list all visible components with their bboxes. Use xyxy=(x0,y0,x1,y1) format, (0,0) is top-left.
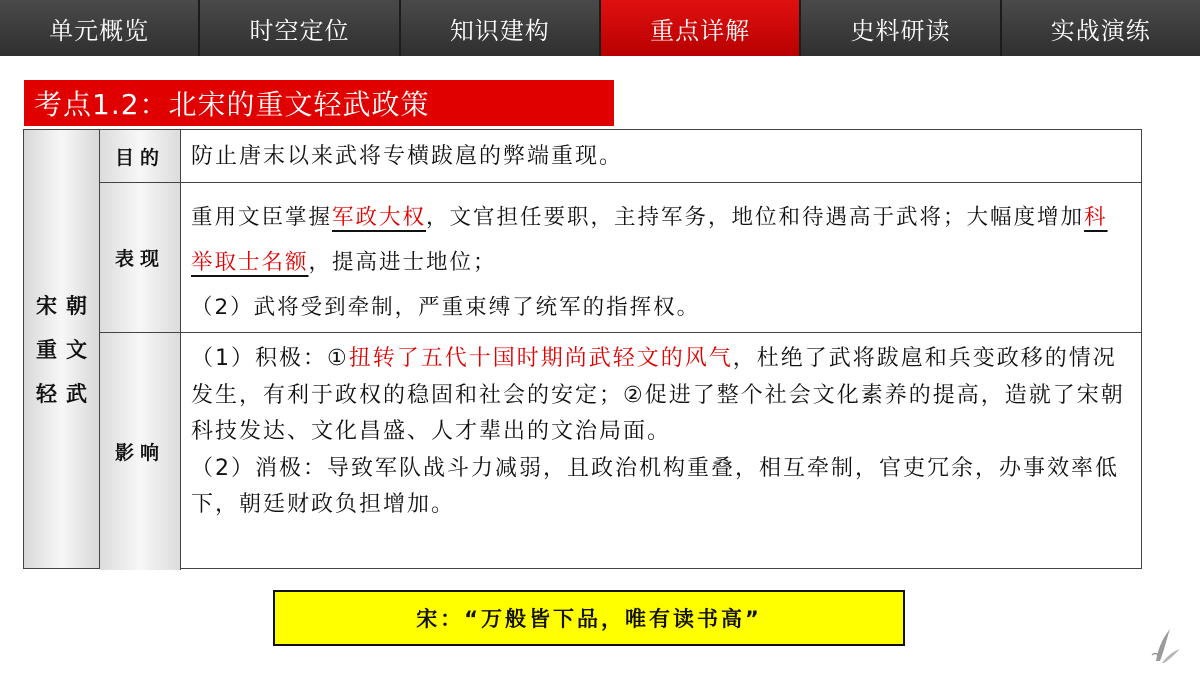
quote-box: 宋：“万般皆下品，唯有读书高” xyxy=(273,590,905,646)
purpose-text: 防止唐末以来武将专横跋扈的弊端重现。 xyxy=(191,144,624,169)
text-segment: （1）积极：① xyxy=(191,346,349,371)
row-content-manifestation xyxy=(181,183,1141,332)
main-label-char: 朝 xyxy=(66,294,87,318)
main-label-char: 文 xyxy=(66,338,87,362)
tab-time-space[interactable]: 时空定位 xyxy=(200,0,400,56)
text-segment: ，文官担任要职，主持军务，地位和待遇高于武将；大幅度增加 xyxy=(426,205,1085,230)
table-row-impact xyxy=(100,333,1141,570)
row-content-purpose xyxy=(181,130,1141,182)
main-label-char: 宋 xyxy=(36,294,57,318)
impact-negative: （2）消极：导致军队战斗力减弱，且政治机构重叠，相互牵制，官吏冗余，办事效率低下，朝廷财政负担增加。 xyxy=(191,455,1119,517)
row-content-impact xyxy=(181,333,1141,570)
impact-positive xyxy=(191,341,1131,451)
answer-blank-exam-quota: 科举取士名额 xyxy=(191,205,1108,275)
text-segment: ，杜绝了武将跋扈和兵变政移的情况发生，有利于政权的稳固和社会的安定；②促进了整个社会文化素养的提高，造就了宋朝科技发达、文化昌盛、人才辈出的文治局面。 xyxy=(191,346,1125,444)
tab-knowledge-build[interactable]: 知识建构 xyxy=(401,0,601,56)
main-label-char: 武 xyxy=(66,382,87,406)
main-category-cell xyxy=(24,130,100,568)
tab-source-reading[interactable]: 史料研读 xyxy=(801,0,1001,56)
impact-highlight: 扭转了五代十国时期尚武轻文的风气 xyxy=(348,346,733,371)
table-row-purpose xyxy=(100,130,1141,183)
text-segment: 重用文臣掌握 xyxy=(191,205,333,230)
answer-blank-military-power: 军政大权 xyxy=(332,205,427,230)
policy-table xyxy=(23,129,1142,569)
table-row-manifestation xyxy=(100,183,1141,333)
row-label-purpose: 目的 xyxy=(100,130,181,182)
row-label-manifestation: 表现 xyxy=(100,183,181,332)
tab-unit-overview[interactable]: 单元概览 xyxy=(0,0,200,56)
row-label-impact: 影响 xyxy=(100,333,181,570)
brush-logo-icon xyxy=(1148,625,1182,665)
page-title: 考点1.2：北宋的重文轻武政策 xyxy=(24,80,614,126)
main-label-char: 重 xyxy=(36,338,57,362)
main-label-char: 轻 xyxy=(36,382,57,406)
tab-key-points[interactable]: 重点详解 xyxy=(601,0,801,56)
manifestation-paragraph-2: （2）武将受到牵制，严重束缚了统军的指挥权。 xyxy=(191,295,701,320)
tab-practice[interactable]: 实战演练 xyxy=(1002,0,1200,56)
manifestation-paragraph-1 xyxy=(191,195,1131,285)
main-category-label xyxy=(32,290,92,408)
top-nav xyxy=(0,0,1200,56)
text-segment: ，提高进士地位； xyxy=(308,250,497,275)
